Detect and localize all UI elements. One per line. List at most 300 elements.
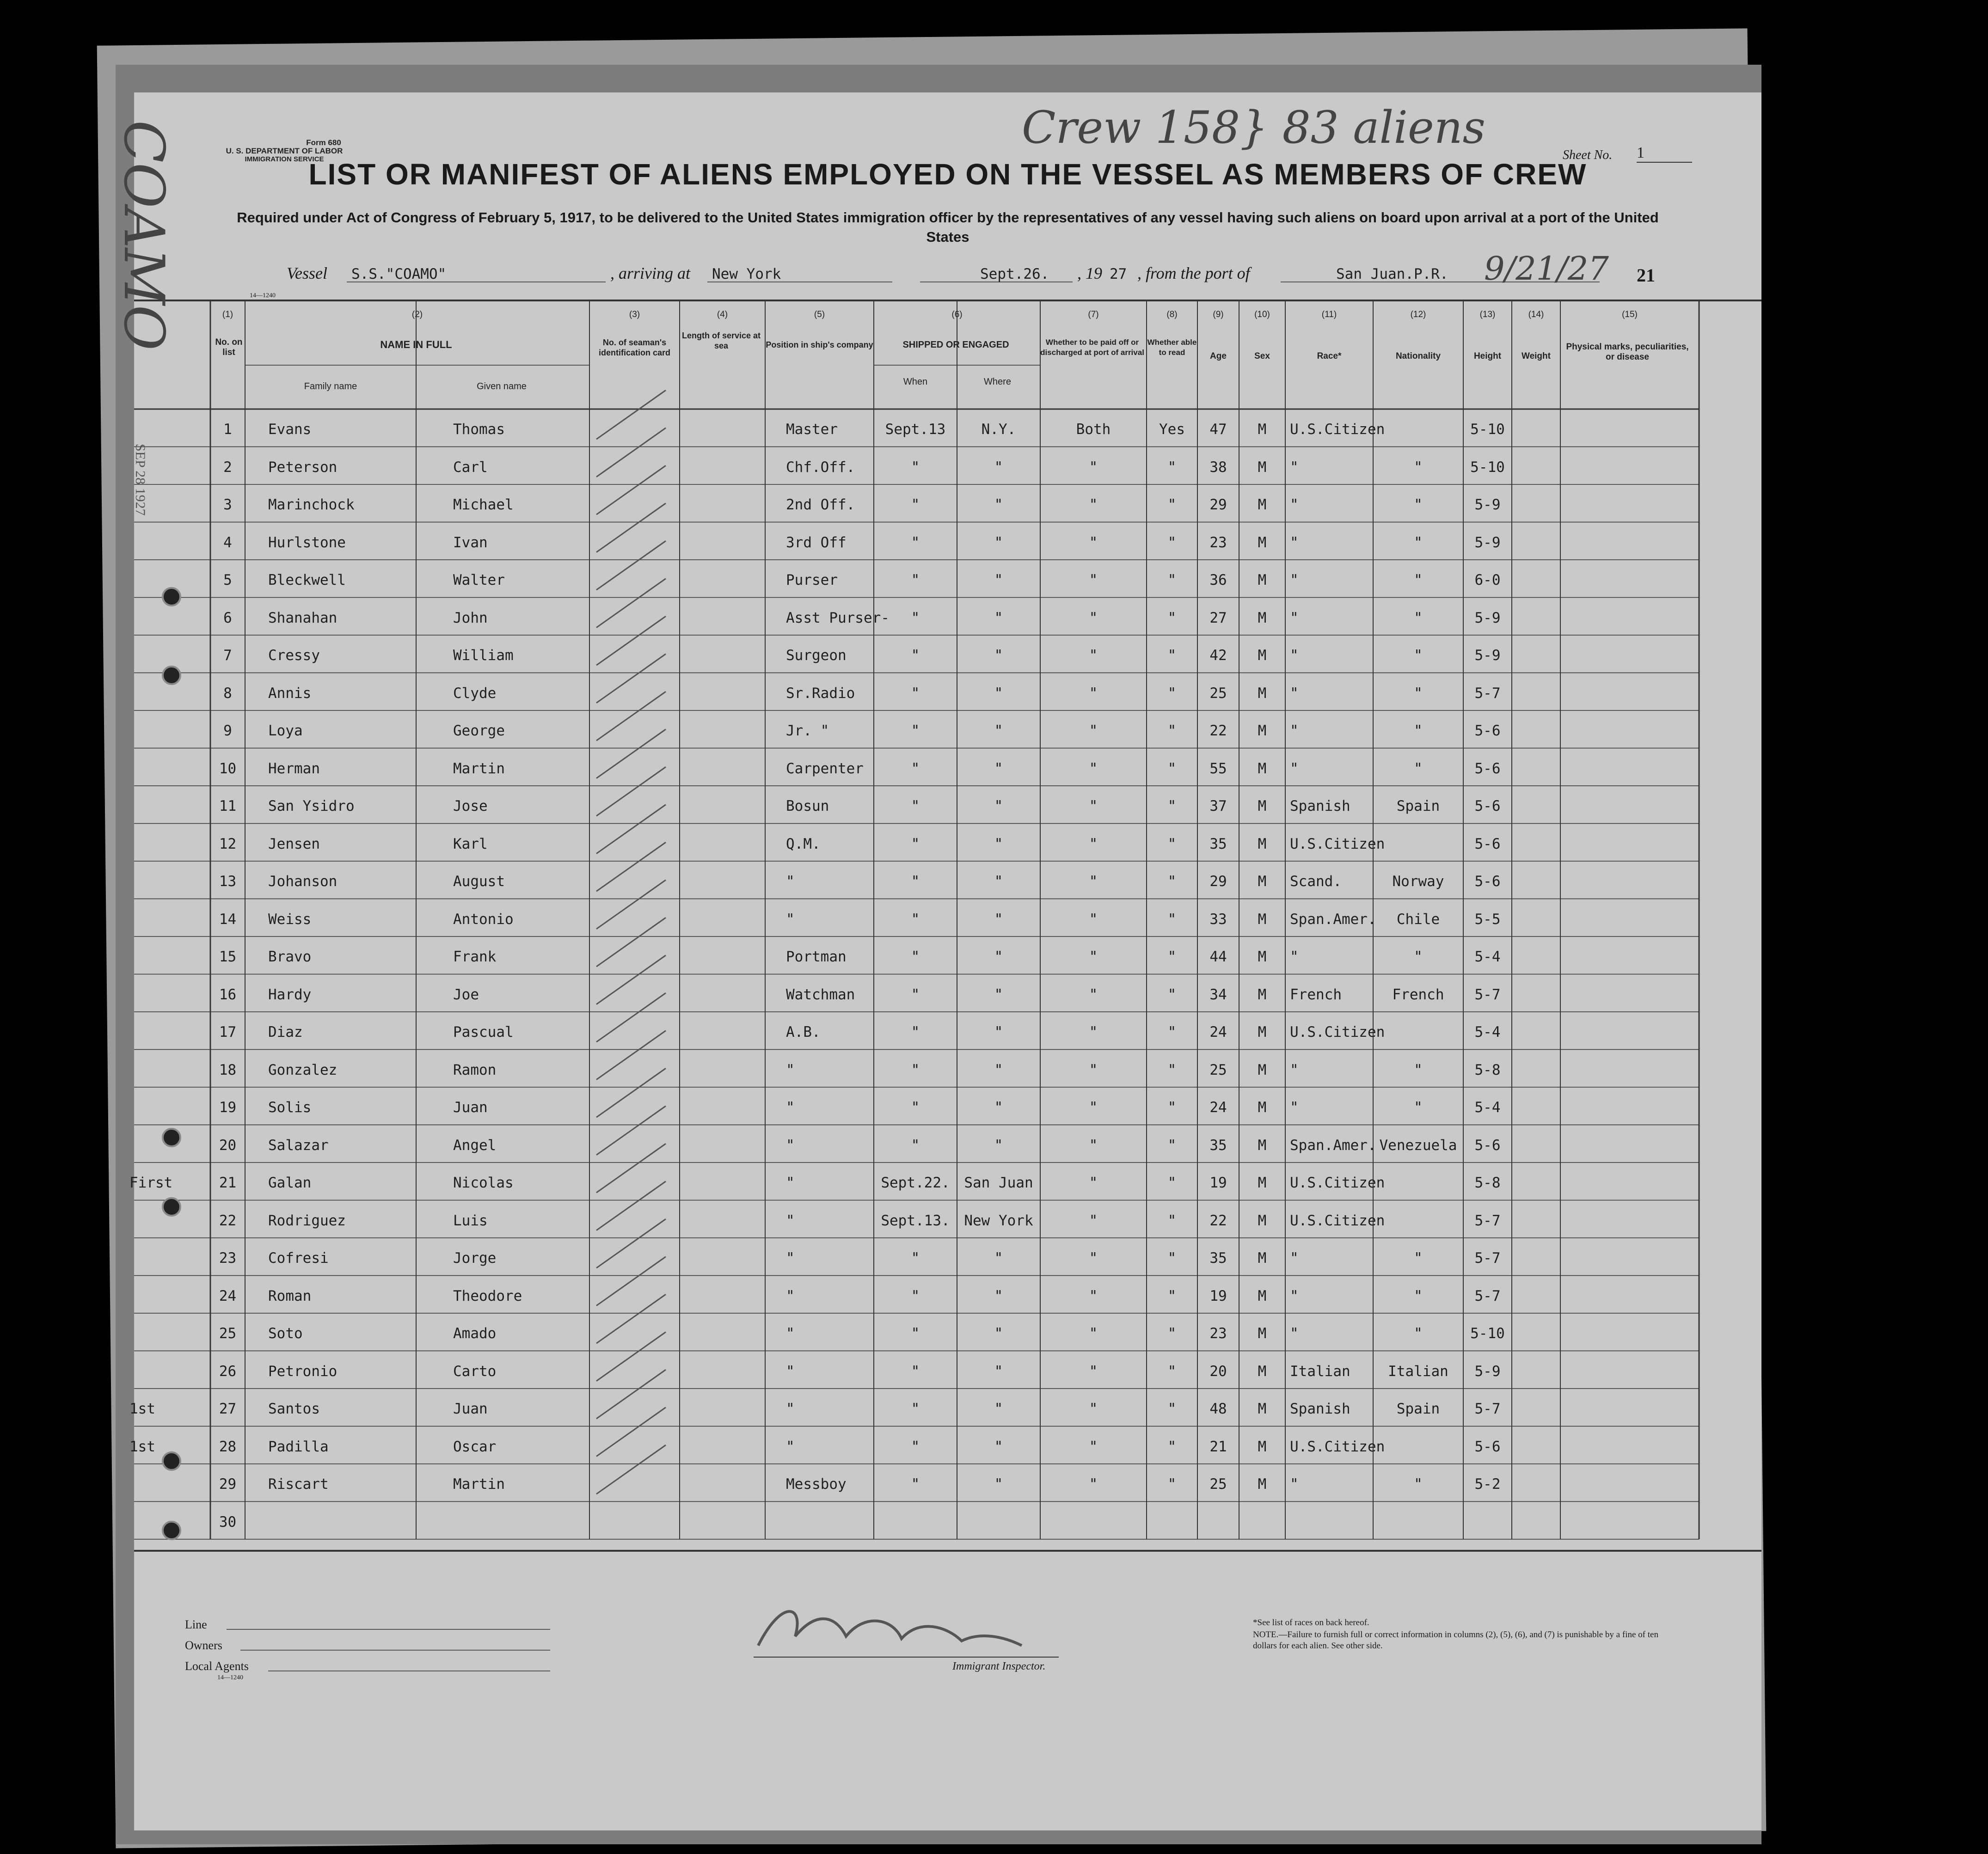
id-card-check-stroke [596, 1370, 666, 1419]
shipped-where-cell: " [994, 1401, 1003, 1417]
height-cell: 5-7 [1474, 1401, 1501, 1417]
race-cell: Span.Amer. [1290, 1137, 1376, 1154]
position-cell: " [786, 1250, 795, 1267]
shipped-where-cell: " [994, 986, 1003, 1003]
position-cell: " [786, 1287, 795, 1304]
sheet-label: Sheet No. [1563, 148, 1613, 162]
family-name-cell: San Ysidro [268, 798, 355, 814]
race-cell: " [1290, 760, 1299, 777]
position-cell: " [786, 1212, 795, 1229]
header-sex: Sex [1254, 351, 1270, 361]
age-cell: 19 [1209, 1175, 1227, 1191]
row-number: 15 [219, 948, 237, 965]
header-paid-off: Whether to be paid off or discharged at port of arrival [1040, 338, 1144, 357]
family-name-cell: Riscart [268, 1476, 329, 1493]
sex-cell: M [1258, 1401, 1267, 1417]
family-name-cell: Cressy [268, 647, 320, 664]
header-age: Age [1210, 351, 1227, 361]
position-cell: " [786, 911, 795, 928]
age-cell: 19 [1209, 1287, 1227, 1304]
height-cell: 5-7 [1474, 1250, 1501, 1267]
id-card-check-stroke [596, 691, 666, 740]
height-cell: 5-6 [1474, 1438, 1501, 1455]
given-name-cell: Frank [453, 948, 497, 965]
given-name-cell: Ramon [453, 1061, 497, 1078]
page-subtitle: Required under Act of Congress of February 5, 1917, to be delivered to the United States immigration officer by the representatives of any vessel having such aliens on board upon arrival at a port of the United States [237, 209, 1659, 245]
able-to-read-cell: " [1167, 798, 1177, 814]
height-cell: 5-6 [1474, 835, 1501, 852]
race-cell: U.S.Citizen [1290, 1438, 1385, 1455]
height-cell: 5-7 [1474, 986, 1501, 1003]
age-cell: 25 [1209, 685, 1227, 702]
position-cell: A.B. [786, 1024, 821, 1040]
able-to-read-cell: " [1167, 948, 1177, 965]
family-name-cell: Evans [268, 421, 312, 438]
given-name-cell: John [453, 609, 488, 626]
position-cell: Watchman [786, 986, 855, 1003]
position-cell: " [786, 1325, 795, 1342]
given-name-cell: Nicolas [453, 1175, 514, 1191]
height-cell: 5-4 [1474, 948, 1501, 965]
height-cell: 5-2 [1474, 1476, 1501, 1493]
punch-hole [162, 1197, 181, 1217]
race-cell: " [1290, 722, 1299, 739]
shipped-where-cell: " [994, 835, 1003, 852]
race-cell: " [1290, 1287, 1299, 1304]
received-stamp: SEP 28 1927 [133, 444, 148, 516]
shipped-where-cell: " [994, 1099, 1003, 1116]
race-cell: " [1290, 609, 1299, 626]
header-height: Height [1473, 351, 1502, 361]
row-number: 5 [223, 572, 232, 588]
shipped-when-cell: " [911, 986, 920, 1003]
paid-off-cell: " [1089, 1250, 1098, 1267]
family-name-cell: Gonzalez [268, 1061, 337, 1078]
able-to-read-cell: " [1167, 873, 1177, 890]
id-card-check-stroke [596, 1407, 666, 1456]
shipped-where-cell: " [994, 609, 1003, 626]
header-race: Race* [1317, 351, 1342, 361]
id-card-check-stroke [596, 1031, 666, 1080]
sex-cell: M [1258, 873, 1267, 890]
nationality-cell: " [1414, 1061, 1423, 1078]
shipped-when-cell: Sept.22. [881, 1175, 950, 1191]
shipped-where-cell: " [994, 911, 1003, 928]
age-cell: 21 [1209, 1438, 1227, 1455]
column-number: (10) [1254, 310, 1270, 319]
shipped-where-cell: " [994, 572, 1003, 588]
paid-off-cell: " [1089, 722, 1098, 739]
row-number: 21 [219, 1175, 237, 1191]
given-name-cell: Oscar [453, 1438, 497, 1455]
shipped-where-cell: " [994, 798, 1003, 814]
height-cell: 5-6 [1474, 1137, 1501, 1154]
shipped-where-cell: " [994, 1438, 1003, 1455]
given-name-cell: Angel [453, 1137, 497, 1154]
sex-cell: M [1258, 609, 1267, 626]
position-cell: Asst Purser- [786, 609, 890, 626]
given-name-cell: Pascual [453, 1024, 514, 1040]
position-cell: Portman [786, 948, 847, 965]
column-number: (5) [814, 310, 825, 319]
sex-cell: M [1258, 1212, 1267, 1229]
id-card-check-stroke [596, 842, 666, 891]
age-cell: 24 [1209, 1024, 1227, 1040]
sex-cell: M [1258, 496, 1267, 513]
able-to-read-cell: " [1167, 1438, 1177, 1455]
able-to-read-cell: " [1167, 647, 1177, 664]
shipped-where-cell: " [994, 1287, 1003, 1304]
row-number: 4 [223, 534, 232, 551]
position-cell: Jr. " [786, 722, 829, 739]
header-position: Position in ship's company [766, 340, 873, 349]
able-to-read-cell: " [1167, 986, 1177, 1003]
family-name-cell: Annis [268, 685, 312, 702]
age-cell: 34 [1209, 986, 1227, 1003]
paid-off-cell: " [1089, 948, 1098, 965]
race-cell: Spanish [1290, 1401, 1350, 1417]
race-cell: " [1290, 647, 1299, 664]
nationality-cell: Venezuela [1379, 1137, 1457, 1154]
height-cell: 5-9 [1474, 496, 1501, 513]
shipped-when-cell: " [911, 1099, 920, 1116]
inspector-label: Immigrant Inspector. [952, 1660, 1046, 1672]
nationality-cell: Spain [1396, 1401, 1440, 1417]
family-name-cell: Jensen [268, 835, 320, 852]
able-to-read-cell: " [1167, 760, 1177, 777]
row-number: 20 [219, 1137, 237, 1154]
given-name-cell: Martin [453, 1476, 505, 1493]
id-card-check-stroke [596, 1294, 666, 1343]
inspector-signature [758, 1611, 1022, 1646]
position-cell: Chf.Off. [786, 459, 855, 476]
id-card-check-stroke [596, 465, 666, 514]
given-name-cell: Ivan [453, 534, 488, 551]
column-number: (12) [1410, 310, 1426, 319]
height-cell: 5-9 [1474, 1363, 1501, 1380]
footer-line-label: Line [185, 1618, 207, 1631]
sex-cell: M [1258, 1250, 1267, 1267]
id-card-check-stroke [596, 503, 666, 552]
row-number: 16 [219, 986, 237, 1003]
shipped-where-cell: " [994, 1137, 1003, 1154]
given-name-cell: Luis [453, 1212, 488, 1229]
height-cell: 5-4 [1474, 1099, 1501, 1116]
given-name-cell: Antonio [453, 911, 514, 928]
age-cell: 55 [1209, 760, 1227, 777]
given-name-cell: Theodore [453, 1287, 522, 1304]
departure-port: San Juan.P.R. [1336, 266, 1448, 282]
position-cell: Purser [786, 572, 838, 588]
margin-note: First [129, 1175, 173, 1191]
column-number: (8) [1166, 310, 1178, 319]
row-number: 23 [219, 1250, 237, 1267]
id-card-check-stroke [596, 729, 666, 778]
height-cell: 5-8 [1474, 1061, 1501, 1078]
able-to-read-cell: " [1167, 1401, 1177, 1417]
family-name-cell: Marinchock [268, 496, 355, 513]
family-name-cell: Galan [268, 1175, 312, 1191]
row-number: 26 [219, 1363, 237, 1380]
arrival-port: New York [712, 266, 781, 282]
paid-off-cell: " [1089, 1401, 1098, 1417]
sex-cell: M [1258, 572, 1267, 588]
shipped-when-cell: " [911, 534, 920, 551]
given-name-cell: Martin [453, 760, 505, 777]
race-cell: U.S.Citizen [1290, 835, 1385, 852]
manifest-page [111, 92, 1761, 1830]
paid-off-cell: " [1089, 1024, 1098, 1040]
nationality-cell: Spain [1396, 798, 1440, 814]
height-cell: 5-10 [1470, 421, 1505, 438]
nationality-cell: " [1414, 609, 1423, 626]
footer-note: NOTE.—Failure to furnish full or correct information in columns (2), (5), (6), and (7) is punishable by a fine of ten dollars for each alien. See other side. [1253, 1630, 1658, 1651]
paid-off-cell: " [1089, 1099, 1098, 1116]
height-cell: 6-0 [1474, 572, 1501, 588]
family-name-cell: Hurlstone [268, 534, 346, 551]
race-cell: " [1290, 572, 1299, 588]
shipped-when-cell: " [911, 459, 920, 476]
height-cell: 5-8 [1474, 1175, 1501, 1191]
column-number: (6) [951, 310, 963, 319]
column-number: (2) [411, 310, 423, 319]
row-number: 3 [223, 496, 232, 513]
row-number: 8 [223, 685, 232, 702]
shipped-when-cell: " [911, 647, 920, 664]
family-name-cell: Shanahan [268, 609, 337, 626]
id-card-check-stroke [596, 955, 666, 1004]
height-cell: 5-10 [1470, 1325, 1505, 1342]
age-cell: 44 [1209, 948, 1227, 965]
nationality-cell: " [1414, 459, 1423, 476]
family-name-cell: Weiss [268, 911, 312, 928]
nationality-cell: " [1414, 1325, 1423, 1342]
age-cell: 23 [1209, 534, 1227, 551]
sheet-count-right: 21 [1637, 265, 1655, 286]
shipped-when-cell: " [911, 1363, 920, 1380]
sex-cell: M [1258, 647, 1267, 664]
id-card-check-stroke [596, 1181, 666, 1230]
shipped-when-cell: " [911, 760, 920, 777]
row-number: 9 [223, 722, 232, 739]
vessel-label: Vessel [287, 264, 327, 282]
shipped-when-cell: " [911, 1438, 920, 1455]
given-name-cell: Juan [453, 1401, 488, 1417]
id-card-check-stroke [596, 616, 666, 665]
race-cell: " [1290, 459, 1299, 476]
given-name-cell: Jorge [453, 1250, 497, 1267]
row-number: 11 [219, 798, 237, 814]
sex-cell: M [1258, 534, 1267, 551]
row-number: 27 [219, 1401, 237, 1417]
id-card-check-stroke [596, 1332, 666, 1381]
header-nationality: Nationality [1395, 351, 1441, 361]
nationality-cell: " [1414, 496, 1423, 513]
race-cell: U.S.Citizen [1290, 421, 1385, 438]
id-card-check-stroke [596, 390, 666, 439]
age-cell: 47 [1209, 421, 1227, 438]
punch-hole [162, 1128, 181, 1147]
header-given-name: Given name [477, 381, 527, 392]
id-card-check-stroke [596, 1219, 666, 1268]
id-card-check-stroke [596, 918, 666, 967]
nationality-cell: Chile [1396, 911, 1440, 928]
column-number: (14) [1528, 310, 1544, 319]
header-weight: Weight [1522, 351, 1551, 361]
age-cell: 27 [1209, 609, 1227, 626]
shipped-where-cell: " [994, 1250, 1003, 1267]
height-cell: 5-7 [1474, 1212, 1501, 1229]
age-cell: 35 [1209, 1250, 1227, 1267]
id-card-check-stroke [596, 541, 666, 590]
position-cell: " [786, 1099, 795, 1116]
row-number: 29 [219, 1476, 237, 1493]
height-cell: 5-10 [1470, 459, 1505, 476]
header-shipped: SHIPPED OR ENGAGED [902, 340, 1009, 350]
given-name-cell: Juan [453, 1099, 488, 1116]
paid-off-cell: " [1089, 1363, 1098, 1380]
column-number: (1) [222, 310, 233, 319]
sheet-number: 1 [1637, 144, 1692, 163]
row-number: 6 [223, 609, 232, 626]
header-family-name: Family name [304, 381, 357, 392]
sex-cell: M [1258, 722, 1267, 739]
sex-cell: M [1258, 1363, 1267, 1380]
family-name-cell: Solis [268, 1099, 312, 1116]
shipped-where-cell: " [994, 685, 1003, 702]
row-number: 30 [219, 1513, 237, 1530]
race-cell: " [1290, 1250, 1299, 1267]
row-number: 19 [219, 1099, 237, 1116]
id-card-check-stroke [596, 1144, 666, 1193]
race-cell: " [1290, 496, 1299, 513]
shipped-where-cell: " [994, 496, 1003, 513]
family-name-cell: Diaz [268, 1024, 303, 1040]
paid-off-cell: " [1089, 1175, 1098, 1191]
position-cell: " [786, 1137, 795, 1154]
shipped-when-cell: " [911, 798, 920, 814]
paid-off-cell: " [1089, 1476, 1098, 1493]
paid-off-cell: " [1089, 911, 1098, 928]
position-cell: Messboy [786, 1476, 847, 1493]
position-cell: Bosun [786, 798, 829, 814]
age-cell: 22 [1209, 1212, 1227, 1229]
sex-cell: M [1258, 760, 1267, 777]
form-service: IMMIGRATION SERVICE [245, 155, 324, 163]
column-number: (3) [629, 310, 640, 319]
family-name-cell: Salazar [268, 1137, 329, 1154]
row-number: 17 [219, 1024, 237, 1040]
from-port-label: , from the port of [1137, 264, 1250, 282]
nationality-cell: " [1414, 1250, 1423, 1267]
position-cell: Carpenter [786, 760, 864, 777]
sex-cell: M [1258, 1287, 1267, 1304]
able-to-read-cell: " [1167, 1212, 1177, 1229]
paid-off-cell: " [1089, 1287, 1098, 1304]
shipped-when-cell: " [911, 873, 920, 890]
family-name-cell: Bravo [268, 948, 312, 965]
paid-off-cell: " [1089, 459, 1098, 476]
nationality-cell: " [1414, 722, 1423, 739]
age-cell: 24 [1209, 1099, 1227, 1116]
punch-hole [162, 1521, 181, 1540]
row-number: 10 [219, 760, 237, 777]
height-cell: 5-6 [1474, 760, 1501, 777]
id-card-check-stroke [596, 654, 666, 703]
family-name-cell: Peterson [268, 459, 337, 476]
shipped-where-cell: " [994, 873, 1003, 890]
age-cell: 35 [1209, 835, 1227, 852]
age-cell: 42 [1209, 647, 1227, 664]
age-cell: 25 [1209, 1476, 1227, 1493]
paid-off-cell: " [1089, 534, 1098, 551]
race-cell: " [1290, 1099, 1299, 1116]
header-length-service: Length of service at sea [681, 331, 761, 350]
sex-cell: M [1258, 685, 1267, 702]
shipped-when-cell: " [911, 685, 920, 702]
shipped-when-cell: Sept.13. [881, 1212, 950, 1229]
year-label: , 19 [1077, 264, 1102, 282]
row-number: 14 [219, 911, 237, 928]
sex-cell: M [1258, 1061, 1267, 1078]
id-card-check-stroke [596, 767, 666, 816]
paid-off-cell: " [1089, 798, 1098, 814]
sex-cell: M [1258, 459, 1267, 476]
family-name-cell: Hardy [268, 986, 312, 1003]
age-cell: 33 [1209, 911, 1227, 928]
height-cell: 5-9 [1474, 647, 1501, 664]
nationality-cell: Norway [1392, 873, 1444, 890]
given-name-cell: Carl [453, 459, 488, 476]
arriving-label: , arriving at [610, 264, 691, 282]
shipped-where-cell: " [994, 760, 1003, 777]
sex-cell: M [1258, 1325, 1267, 1342]
id-card-check-stroke [596, 1257, 666, 1306]
shipped-when-cell: " [911, 609, 920, 626]
shipped-where-cell: " [994, 948, 1003, 965]
column-number: (11) [1321, 310, 1337, 319]
id-card-check-stroke [596, 880, 666, 929]
given-name-cell: Carto [453, 1363, 497, 1380]
given-name-cell: Thomas [453, 421, 505, 438]
able-to-read-cell: " [1167, 1175, 1177, 1191]
nationality-cell: " [1414, 534, 1423, 551]
id-card-check-stroke [596, 428, 666, 477]
family-name-cell: Johanson [268, 873, 337, 890]
paid-off-cell: Both [1076, 421, 1111, 438]
able-to-read-cell: " [1167, 1099, 1177, 1116]
shipped-where-cell: " [994, 1325, 1003, 1342]
shipped-when-cell: " [911, 572, 920, 588]
shipped-where-cell: " [994, 1476, 1003, 1493]
nationality-cell: " [1414, 647, 1423, 664]
family-name-cell: Roman [268, 1287, 312, 1304]
height-cell: 5-9 [1474, 534, 1501, 551]
age-cell: 48 [1209, 1401, 1227, 1417]
race-cell: Span.Amer. [1290, 911, 1376, 928]
age-cell: 22 [1209, 722, 1227, 739]
given-name-cell: Amado [453, 1325, 497, 1342]
able-to-read-cell: Yes [1159, 421, 1185, 438]
shipped-when-cell: " [911, 722, 920, 739]
race-cell: " [1290, 1476, 1299, 1493]
paid-off-cell: " [1089, 835, 1098, 852]
able-to-read-cell: " [1167, 1137, 1177, 1154]
handwritten-crew-count: Crew 158} 83 aliens [1022, 102, 1485, 153]
footer-agents-code: 14—1240 [217, 1674, 243, 1681]
paid-off-cell: " [1089, 1438, 1098, 1455]
age-cell: 35 [1209, 1137, 1227, 1154]
